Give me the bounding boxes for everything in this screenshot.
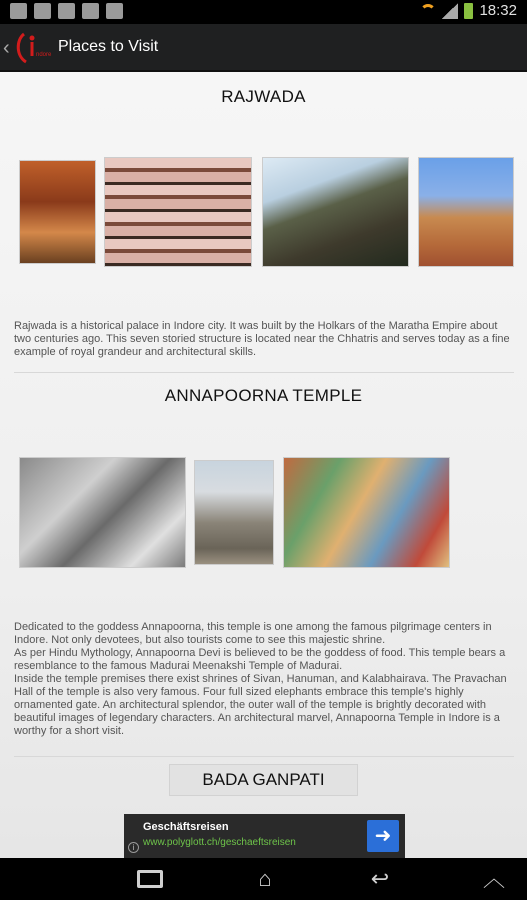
annapoorna-photo-3[interactable] xyxy=(283,457,450,568)
navigation-bar xyxy=(0,858,527,900)
section-divider xyxy=(14,756,514,757)
image-icon xyxy=(58,3,75,19)
rajwada-description: Rajwada is a historical palace in Indore city. It was built by the Holkars of the Maratha Empire about two centuries ago. This seven storied structure is located near the Chhatris and serves today as a fine example of royal grandeur and architectural skills. xyxy=(14,320,510,358)
status-time: 18:32 xyxy=(479,2,517,19)
ad-url[interactable]: www.polyglott.ch/geschaeftsreisen xyxy=(143,837,296,848)
page-title: Places to Visit xyxy=(58,38,159,55)
wifi-icon xyxy=(420,4,436,18)
annapoorna-photo-2[interactable] xyxy=(194,460,274,565)
svg-text:ndore: ndore xyxy=(36,52,52,58)
back-icon[interactable]: ↩ xyxy=(370,866,390,891)
chevron-up-icon[interactable]: ︿ xyxy=(482,866,505,891)
recent-apps-icon[interactable] xyxy=(130,866,170,892)
music-icon xyxy=(106,3,123,19)
signal-icon xyxy=(442,3,458,19)
indore-logo-icon[interactable] xyxy=(14,30,52,66)
annapoorna-paragraph-1: Dedicated to the goddess Annapoorna, this temple is one among the famous pilgrimage centers in Indore. Not only devotees, but also tourists come to see this majestic shrine. xyxy=(14,621,492,646)
rajwada-photo-3[interactable] xyxy=(262,157,409,267)
arrow-right-icon[interactable]: ➜ xyxy=(367,820,399,852)
cloud-upload-icon xyxy=(34,3,51,19)
section-divider xyxy=(14,372,514,373)
system-icons xyxy=(420,2,517,19)
home-icon[interactable]: ⌂ xyxy=(258,866,272,891)
chevron-left-icon[interactable]: ‹ xyxy=(3,37,10,59)
ad-info-icon[interactable]: i xyxy=(128,842,139,853)
mail-icon xyxy=(82,3,99,19)
rajwada-photo-4[interactable] xyxy=(418,157,514,267)
annapoorna-photo-1[interactable] xyxy=(19,457,186,568)
sd-card-icon xyxy=(10,3,27,19)
section-title-annapoorna: ANNAPOORNA TEMPLE xyxy=(164,386,363,405)
annapoorna-paragraph-3: Inside the temple premises there exist shrines of Sivan, Hanuman, and Kalabhairava. The Pravachan Hall of the temple is also very famous. Four full sized elephants embrace this temple's highly ornamented gate. An architectural splendor, the outer wall of the temple is brightly decorated with beautiful images of legendary characters. An architectural marvel, Annapoorna Temple in Indore is a worthy for a short visit. xyxy=(14,673,507,737)
battery-icon xyxy=(464,3,473,19)
status-bar xyxy=(0,0,527,24)
action-bar xyxy=(0,24,527,72)
notification-icons xyxy=(10,3,123,19)
annapoorna-paragraph-2: As per Hindu Mythology, Annapoorna Devi is believed to be the goddess of food. This temple bears a resemblance to the famous Madurai Meenakshi Temple of Madurai. xyxy=(14,647,506,672)
annapoorna-description xyxy=(14,621,514,738)
ad-banner[interactable] xyxy=(124,814,405,858)
content-scroll-area[interactable] xyxy=(0,72,527,858)
section-title-bada-ganpati[interactable]: BADA GANPATI xyxy=(169,764,358,796)
rajwada-photo-2[interactable] xyxy=(104,157,252,267)
rajwada-photo-1[interactable] xyxy=(19,160,96,264)
ad-title[interactable]: Geschäftsreisen xyxy=(143,821,229,833)
section-title-rajwada: RAJWADA xyxy=(221,87,306,106)
